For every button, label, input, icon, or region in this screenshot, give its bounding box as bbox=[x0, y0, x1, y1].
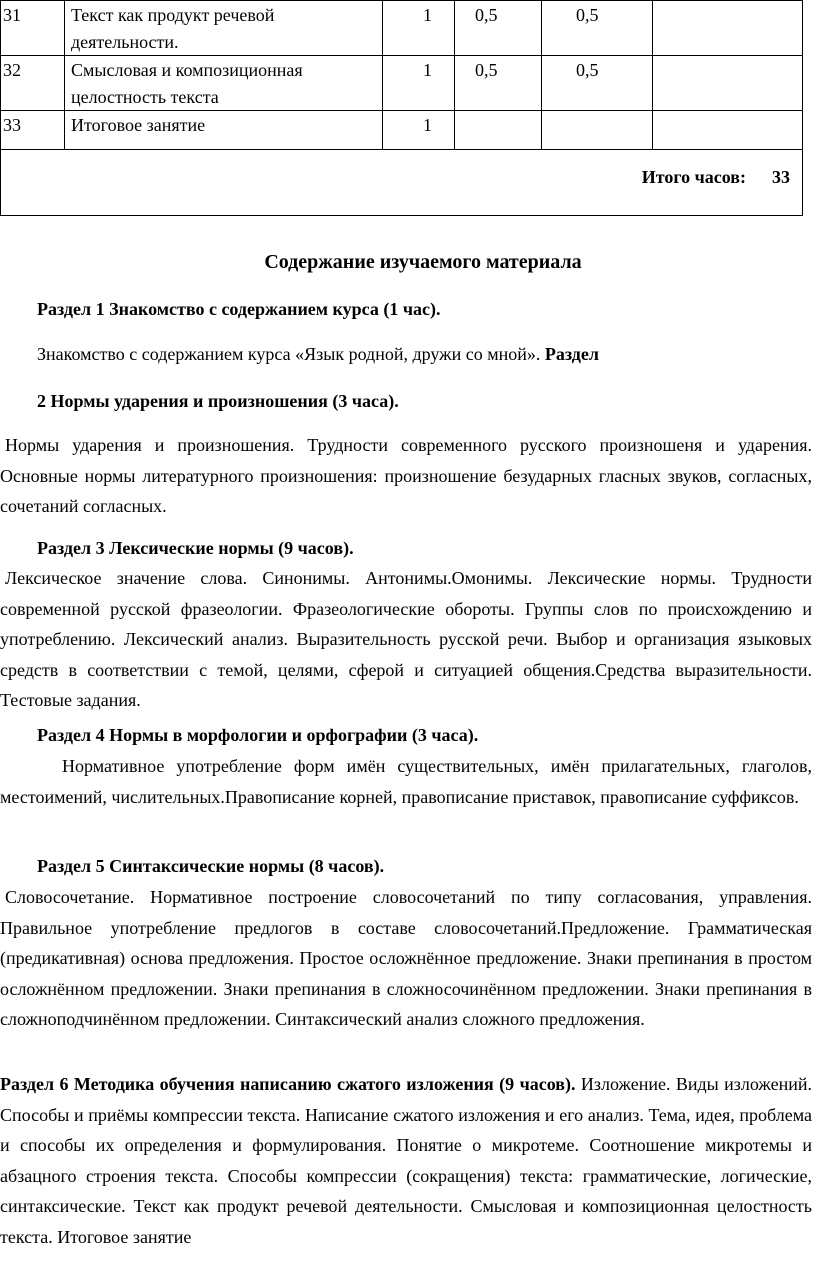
section1-heading: Раздел 1 Знакомство с содержанием курса (1 час). bbox=[37, 299, 441, 319]
lesson-extra bbox=[653, 111, 803, 150]
lesson-topic: Смысловая и композиционная целостность текста bbox=[65, 56, 383, 111]
section2-prefix: Раздел bbox=[544, 344, 599, 364]
hours-table bbox=[0, 0, 803, 216]
section3-heading: Раздел 3 Лексические нормы (9 часов). bbox=[37, 538, 354, 558]
total-row bbox=[1, 150, 803, 216]
section4-text: Нормативное употребление форм имён существительных, имён прилагательных, глаголов, местоимений, числительных.Правописание корней, правописание приставок, правописание суффиксов. bbox=[0, 756, 812, 807]
table-row bbox=[1, 1, 803, 56]
table-row bbox=[1, 56, 803, 111]
page-title: Содержание изучаемого материала bbox=[264, 251, 582, 273]
lesson-theory-hours bbox=[455, 111, 542, 150]
lesson-extra bbox=[653, 1, 803, 56]
section4-heading: Раздел 4 Нормы в морфологии и орфографии (3 часа). bbox=[37, 725, 479, 745]
lesson-theory-hours: 0,5 bbox=[455, 56, 542, 111]
section5-text: Словосочетание. Нормативное построение словосочетаний по типу согласования, управления. Правильное употребление предлогов в составе словосочетаний.Предложение. Грамматическая (предикативная) основа предложения. Простое осложнённое предложение. Знаки препинания в простом осложнённом предложении. Знаки препинания в сложносочинённом предложении. Знаки препинания в сложноподчинённом предложении. Синтаксический анализ сложного предложения. bbox=[0, 887, 812, 1029]
table-row bbox=[1, 111, 803, 150]
lesson-number: 32 bbox=[1, 56, 65, 111]
section1-text bbox=[37, 341, 599, 368]
lesson-practice-hours bbox=[542, 111, 653, 150]
section6-block bbox=[0, 1069, 812, 1252]
lesson-total-hours: 1 bbox=[383, 56, 455, 111]
total-label: Итого часов: bbox=[641, 167, 746, 187]
section1-text-body: Знакомство с содержанием курса «Язык родной, дружи со мной». bbox=[37, 344, 541, 364]
section3-text: Лексическое значение слова. Синонимы. Антонимы.Омонимы. Лексические нормы. Трудности современной русской фразеологии. Фразеологические обороты. Группы слов по происхождению и употреблению. Лексический анализ. Выразительность русской речи. Выбор и организация языковых средств в соответствии с темой, целями, сферой и ситуацией общения.Средства выразительности. Тестовые задания. bbox=[0, 568, 812, 710]
section2-text: Нормы ударения и произношения. Трудности современного русского произношеня и ударения. Основные нормы литературного произношения: произношение безударных гласных звуков, согласных, сочетаний согласных. bbox=[0, 435, 812, 516]
lesson-total-hours: 1 bbox=[383, 1, 455, 56]
lesson-practice-hours: 0,5 bbox=[542, 1, 653, 56]
lesson-practice-hours: 0,5 bbox=[542, 56, 653, 111]
lesson-topic: Текст как продукт речевой деятельности. bbox=[65, 1, 383, 56]
lesson-theory-hours: 0,5 bbox=[455, 1, 542, 56]
lesson-extra bbox=[653, 56, 803, 111]
section5-heading: Раздел 5 Синтаксические нормы (8 часов). bbox=[37, 856, 385, 876]
lesson-topic: Итоговое занятие bbox=[65, 111, 383, 150]
lesson-number: 31 bbox=[1, 1, 65, 56]
lesson-total-hours: 1 bbox=[383, 111, 455, 150]
section6-text: Изложение. Виды изложений. Способы и приёмы компрессии текста. Написание сжатого изложения и его анализ. Тема, идея, проблема и способы их определения и формулирования. Понятие о микротеме. Соотношение микротемы и абзацного строения текста. Способы компрессии (сокращения) текста: грамматические, логические, синтаксические. Текст как продукт речевой деятельности. Смысловая и композиционная целостность текста. Итоговое занятие bbox=[0, 1074, 812, 1247]
section6-heading: Раздел 6 Методика обучения написанию сжатого изложения (9 часов). bbox=[0, 1074, 576, 1094]
section2-heading: 2 Нормы ударения и произношения (3 часа). bbox=[37, 391, 399, 411]
lesson-number: 33 bbox=[1, 111, 65, 150]
total-value: 33 bbox=[772, 167, 790, 187]
